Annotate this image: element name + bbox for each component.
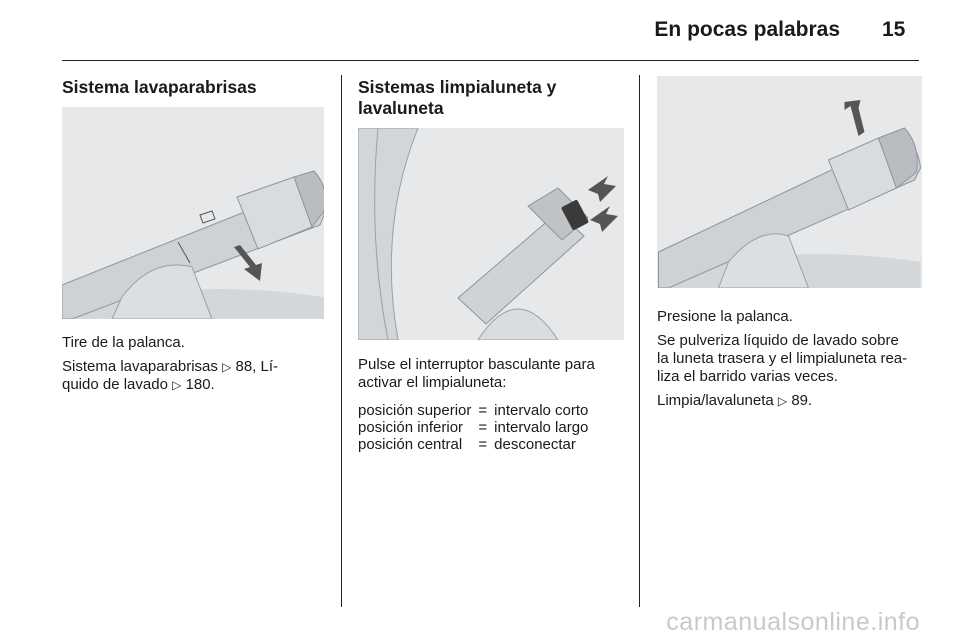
watermark: carmanualsonline.info [666,608,920,636]
page-header-title: En pocas palabras [654,18,840,41]
position-label: posición inferior [358,419,464,436]
instruction-text: Pulse el interruptor basculante para activar el limpialuneta: [358,356,595,391]
position-value: intervalo largo [494,419,589,436]
description-text: Se pulveriza líquido de lavado sobre la luneta trasera y el limpialuneta rea- liza el barrido varias veces. [657,332,908,385]
arrow-xref-icon: ▷ [172,378,182,392]
table-row [358,402,588,419]
cross-reference-text: Sistema lavaparabrisas ▷ 88, Lí- quido de lavado ▷ 180. [62,358,279,393]
position-label: posición superior [358,402,472,419]
rear-washer-lever-illustration [657,76,922,288]
column-divider [341,75,342,607]
windshield-washer-lever-illustration [62,107,324,319]
equals-sign: = [478,419,488,436]
position-value: desconectar [494,436,576,453]
rear-wiper-switch-illustration [358,128,624,340]
page-number: 15 [882,18,906,41]
instruction-text: Presione la palanca. [657,308,793,325]
position-label: posición central [358,436,463,453]
position-value: intervalo corto [494,402,589,419]
column-divider [639,75,640,607]
arrow-xref-icon: ▷ [222,360,232,374]
instruction-text: Tire de la palanca. [62,334,185,351]
equals-sign: = [478,436,488,453]
section-heading-washer: Sistema lavaparabrisas [62,77,257,97]
cross-reference-text: Limpia/lavaluneta ▷ 89. [657,392,813,409]
equals-sign: = [478,402,488,419]
section-heading-rear-wiper: Sistemas limpialuneta y lavaluneta [358,77,557,118]
table-row [358,436,588,453]
arrow-xref-icon: ▷ [777,394,788,408]
header-rule [62,60,919,61]
position-table [358,402,588,453]
table-row [358,419,588,436]
